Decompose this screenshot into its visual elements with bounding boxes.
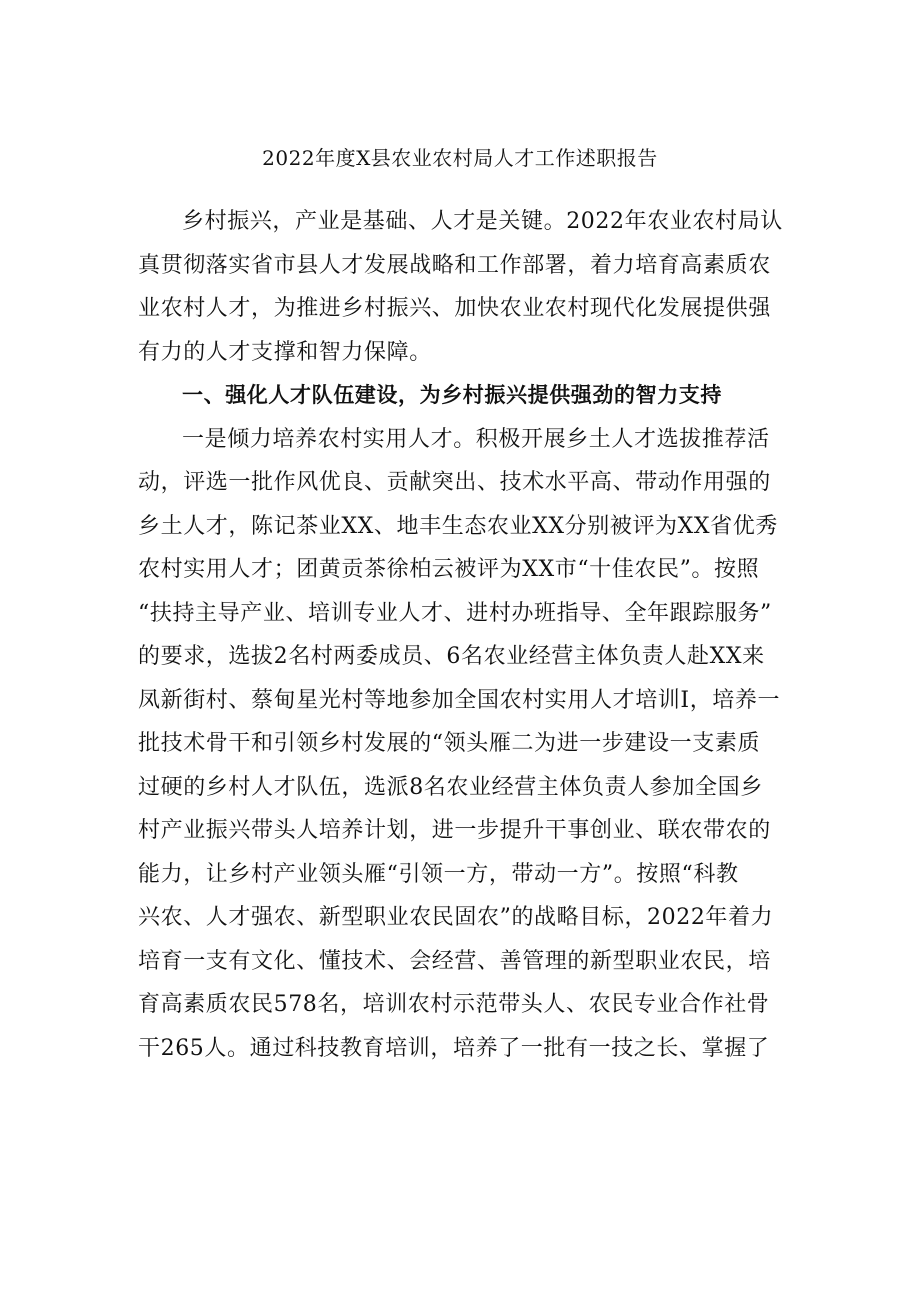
intro-line: 真贯彻落实省市县人才发展战略和工作部署，着力培育高素质农	[138, 252, 771, 278]
intro-line: 有力的人才支撑和智力保障。	[138, 339, 432, 365]
paragraph-line: 育高素质农民578名，培训农村示范带头人、农民专业合作社骨	[138, 992, 770, 1017]
section-heading: 一、强化人才队伍建设，为乡村振兴提供强劲的智力支持	[182, 383, 722, 407]
paragraph-line: 农村实用人才；团黄贡茶徐柏云被评为XX市“十佳农民”。按照	[138, 557, 760, 582]
intro-line: 乡村振兴，产业是基础、人才是关键。2022年农业农村局认	[182, 209, 783, 234]
paragraph-line: 批技术骨干和引领乡村发展的“领头雁二为进一步建设一支素质	[138, 731, 761, 756]
document-title: 2022年度X县农业农村局人才工作述职报告	[262, 146, 658, 170]
paragraph-line: 乡土人才，陈记茶业XX、地丰生态农业XX分别被评为XX省优秀	[138, 513, 778, 539]
paragraph-line: 兴农、人才强农、新型职业农民固农”的战略目标，2022年着力	[138, 905, 774, 930]
paragraph-line: “扶持主导产业、培训专业人才、进村办班指导、全年跟踪服务”	[138, 600, 772, 626]
paragraph-line: 村产业振兴带头人培养计划，进一步提升干事创业、联农带农的	[138, 818, 771, 843]
paragraph-line: 动，评选一批作风优良、贡献突出、技术水平高、带动作用强的	[138, 470, 771, 495]
paragraph-line: 干265人。通过科技教育培训，培养了一批有一技之长、掌握了	[138, 1035, 770, 1061]
document-body	[138, 200, 798, 1070]
paragraph-line: 的要求，选拔2名村两委成员、6名农业经营主体负责人赴XX来	[138, 644, 765, 669]
paragraph-line: 能力，让乡村产业领头雁“引领一方，带动一方”。按照“科教	[138, 861, 739, 887]
paragraph-line: 培育一支有文化、懂技术、会经营、善管理的新型职业农民，培	[138, 948, 771, 974]
paragraph-line: 一是倾力培养农村实用人才。积极开展乡土人才选拔推荐活	[182, 426, 770, 452]
intro-line: 业农村人才，为推进乡村振兴、加快农业农村现代化发展提供强	[138, 296, 771, 321]
paragraph-line: 过硬的乡村人才队伍，选派8名农业经营主体负责人参加全国乡	[138, 774, 763, 800]
paragraph-line: 凤新街村、蔡甸星光村等地参加全国农村实用人才培训I，培养一	[138, 687, 781, 713]
